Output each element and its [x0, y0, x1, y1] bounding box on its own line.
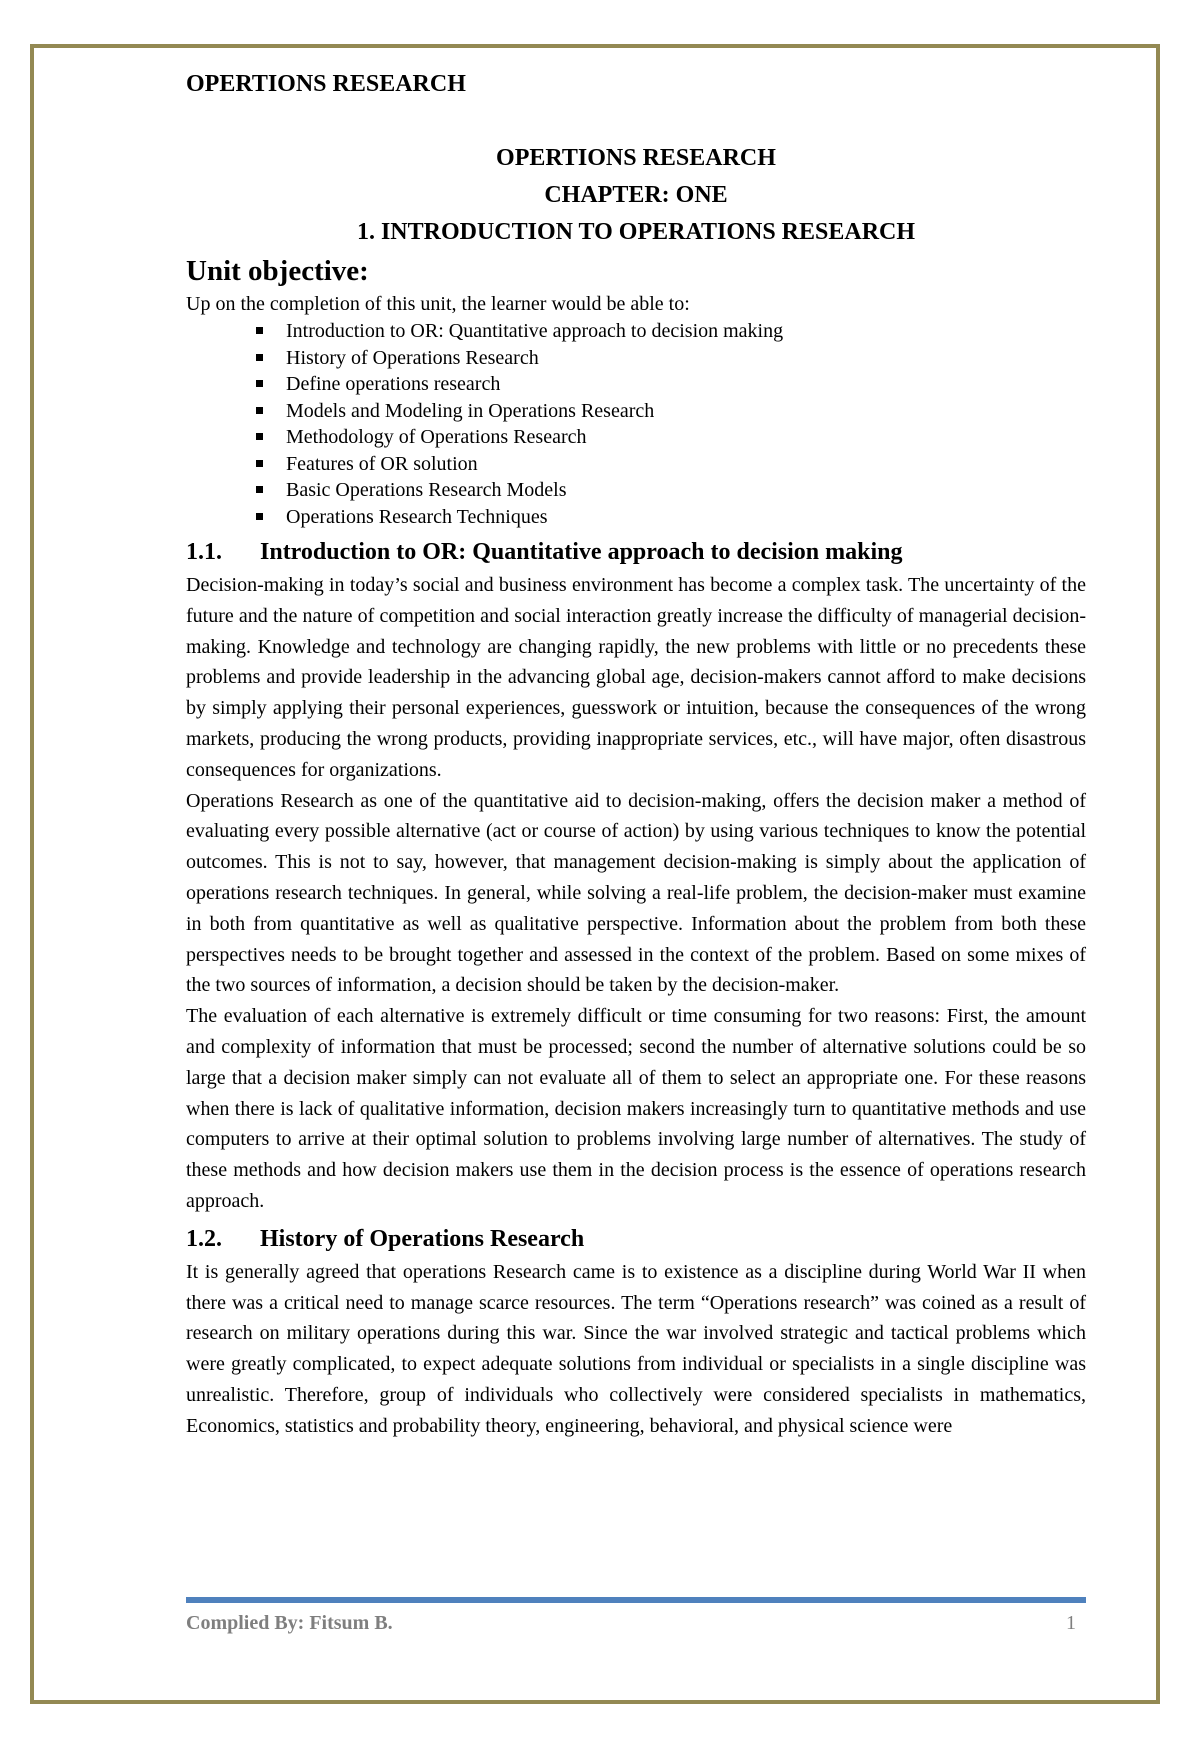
- running-header: OPERTIONS RESEARCH: [186, 71, 466, 97]
- list-item: Introduction to OR: Quantitative approach to decision making: [256, 318, 1086, 345]
- list-item: History of Operations Research: [256, 345, 1086, 372]
- square-bullet-icon: [256, 513, 263, 520]
- square-bullet-icon: [256, 486, 263, 493]
- paragraph: Operations Research as one of the quantitative aid to decision-making, offers the decision maker a method of evaluating every possible alternative (act or course of action) by using various techniques to know the potential outcomes. This is not to say, however, that management decision-making is simply about the application of operations research techniques. In general, while solving a real-life problem, the decision-maker must examine in both from quantitative as well as qualitative perspective. Information about the problem from both these perspectives needs to be brought together and assessed in the context of the problem. Based on some mixes of the two sources of information, a decision should be taken by the decision-maker.: [186, 789, 1086, 997]
- title-block: [186, 140, 1086, 251]
- page-content: [186, 254, 1086, 1442]
- square-bullet-icon: [256, 433, 263, 440]
- square-bullet-icon: [256, 354, 263, 361]
- page-number: 1: [1066, 1612, 1076, 1634]
- unit-objective-intro: Up on the completion of this unit, the learner would be able to:: [186, 293, 690, 315]
- list-item: Define operations research: [256, 371, 1086, 398]
- square-bullet-icon: [256, 380, 263, 387]
- section-title: History of Operations Research: [260, 1225, 585, 1252]
- footer-author: Complied By: Fitsum B.: [186, 1612, 393, 1634]
- section-title: Introduction to OR: Quantitative approach to decision making: [260, 539, 903, 565]
- document-title: OPERTIONS RESEARCH: [496, 145, 776, 171]
- square-bullet-icon: [256, 460, 263, 467]
- section-heading-1-2: [186, 1223, 1086, 1255]
- list-item: Basic Operations Research Models: [256, 477, 1086, 504]
- footer-rule: [186, 1597, 1086, 1603]
- chapter-label: CHAPTER: ONE: [544, 182, 728, 208]
- section-number: 1.1.: [186, 539, 222, 565]
- square-bullet-icon: [256, 407, 263, 414]
- list-item: Features of OR solution: [256, 451, 1086, 478]
- list-item: Operations Research Techniques: [256, 504, 1086, 531]
- section-heading-1-1: [186, 536, 1086, 568]
- paragraph: It is generally agreed that operations Research came is to existence as a discipline during World War II when there was a critical need to manage scarce resources. The term “Operations research” was coined as a result of research on military operations during this war. Since the war involved strategic and tactical problems which were greatly complicated, to expect adequate solutions from individual or specialists in a single discipline was unrealistic. Therefore, group of individuals who collectively were considered specialists in mathematics, Economics, statistics and probability theory, engineering, behavioral, and physical science were: [186, 1260, 1086, 1437]
- square-bullet-icon: [256, 327, 263, 334]
- chapter-title: 1. INTRODUCTION TO OPERATIONS RESEARCH: [356, 219, 916, 245]
- section-number: 1.2.: [186, 1225, 222, 1252]
- paragraph: The evaluation of each alternative is extremely difficult or time consuming for two reasons: First, the amount and complexity of information that must be processed; second the number of alternative solutions could be so large that a decision maker simply can not evaluate all of them to select an appropriate one. For these reasons when there is lack of qualitative information, decision makers increasingly turn to quantitative methods and use computers to arrive at their optimal solution to problems involving large number of alternatives. The study of these methods and how decision makers use them in the decision process is the essence of operations research approach.: [186, 1005, 1086, 1212]
- objectives-list: [186, 318, 1086, 530]
- list-item: Methodology of Operations Research: [256, 424, 1086, 451]
- paragraph: Decision-making in today’s social and business environment has become a complex task. The uncertainty of the future and the nature of competition and social interaction greatly increase the difficulty of managerial decision-making. Knowledge and technology are changing rapidly, the new problems with little or no precedents these problems and provide leadership in the advancing global age, decision-makers cannot afford to make decisions by simply applying their personal experiences, guesswork or intuition, because the consequences of the wrong markets, producing the wrong products, providing inappropriate services, etc., will have major, often disastrous consequences for organizations.: [186, 574, 1086, 781]
- unit-objective-heading: Unit objective:: [186, 255, 369, 287]
- list-item: Models and Modeling in Operations Research: [256, 398, 1086, 425]
